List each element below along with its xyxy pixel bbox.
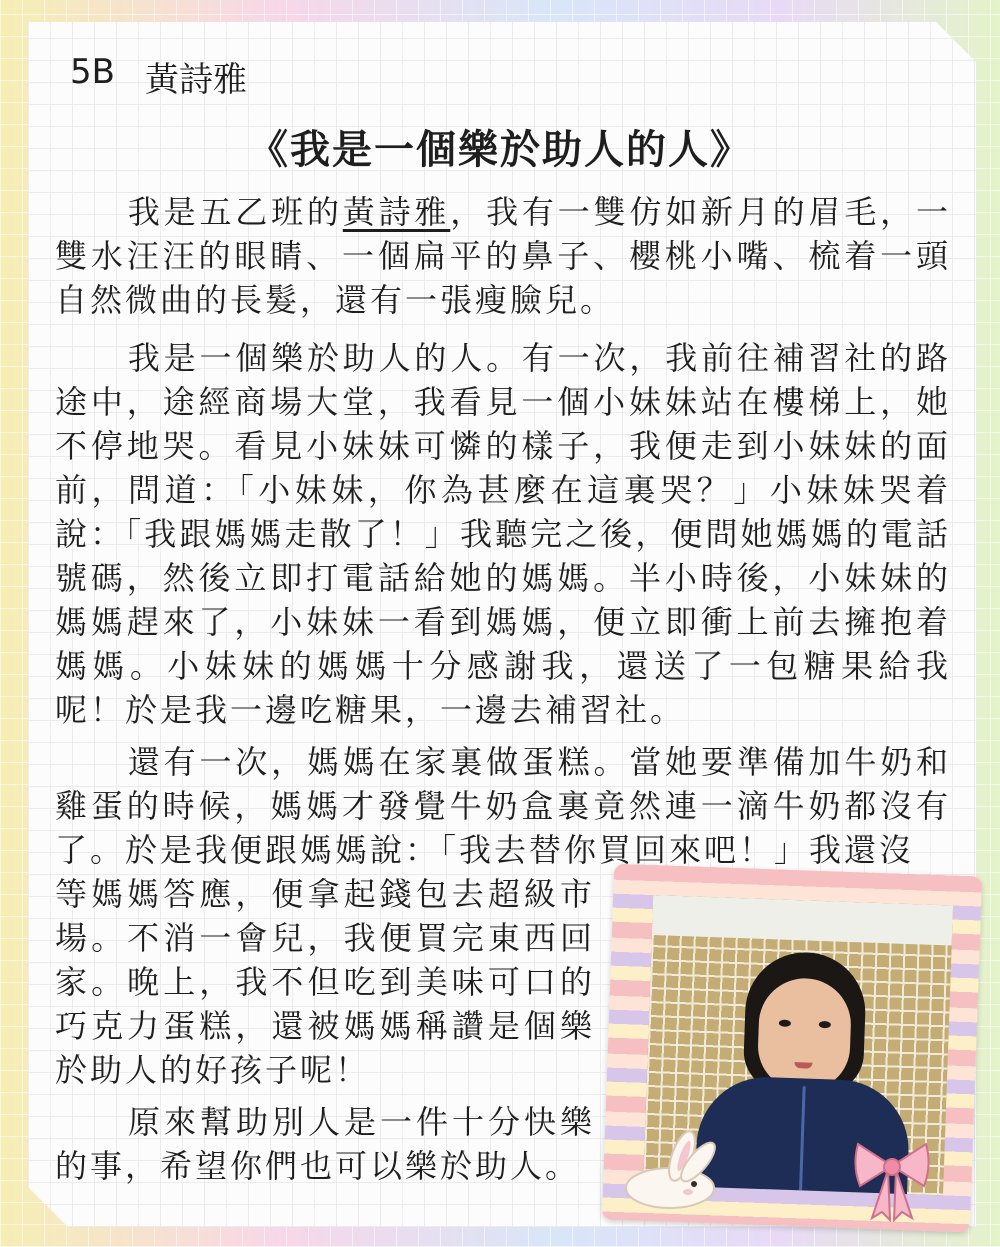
student-header <box>70 52 247 98</box>
intro-text-start: 我是五乙班的 <box>127 193 343 231</box>
rabbit-sticker-icon <box>612 1128 722 1212</box>
student-name: 黃詩雅 <box>144 60 247 100</box>
paragraph-cake-part1 <box>55 740 951 872</box>
essay-title: 《我是一個樂於助人的人》 <box>248 126 752 173</box>
lost-girl-text: 我是一個樂於助人的人。有一次，我前往補習社的路途中，途經商場大堂，我看見一個小妹妹站在樓梯上，她不停地哭。看見小妹妹可憐的樣子，我便走到小妹妹的面前，問道：「小妹妹，你為甚麼在這裏哭？」小妹妹哭着說：「我跟媽媽走散了！」我聽完之後，便問她媽媽的電話號碼，然後立即打電話給她的媽媽。半小時後，小妹妹的媽媽趕來了，小妹妹一看到媽媽，便立即衝上前去擁抱着媽媽。小妹妹的媽媽十分感謝我，還送了一包糖果給我呢！於是我一邊吃糖果，一邊去補習社。 <box>55 339 951 729</box>
conclusion-text: 原來幫助別人是一件十分快樂的事，希望你們也可以樂於助人。 <box>55 1103 595 1185</box>
class-label: 5B <box>70 52 115 92</box>
paragraph-conclusion <box>55 1100 595 1188</box>
intro-text-end: ，我有一雙仿如新月的眉毛，一雙水汪汪的眼睛、一個扁平的鼻子、櫻桃小嘴、梳着一頭自然微曲的長髮，還有一張瘦臉兒。 <box>55 193 951 319</box>
intro-student-name: 黃詩雅 <box>342 193 451 231</box>
pink-bow-icon <box>852 1136 932 1222</box>
right-eye <box>819 1021 831 1028</box>
cake-text-part1: 還有一次，媽媽在家裏做蛋糕。當她要準備加牛奶和雞蛋的時候，媽媽才發覺牛奶盒裏竟然連一滴牛奶都沒有了。於是我便跟媽媽說：「我去替你買回來吧！」我還沒 <box>55 743 951 869</box>
student-face <box>757 977 853 1092</box>
paragraph-cake-part2 <box>55 872 595 1092</box>
cake-text-part2: 等媽媽答應，便拿起錢包去超級市場。不消一會兒，我便買完東西回家。晚上，我不但吃到美味可口的巧克力蛋糕，還被媽媽稱讚是個樂於助人的好孩子呢！ <box>55 875 595 1089</box>
paragraph-intro <box>55 190 951 322</box>
paragraph-lost-girl <box>55 336 951 732</box>
